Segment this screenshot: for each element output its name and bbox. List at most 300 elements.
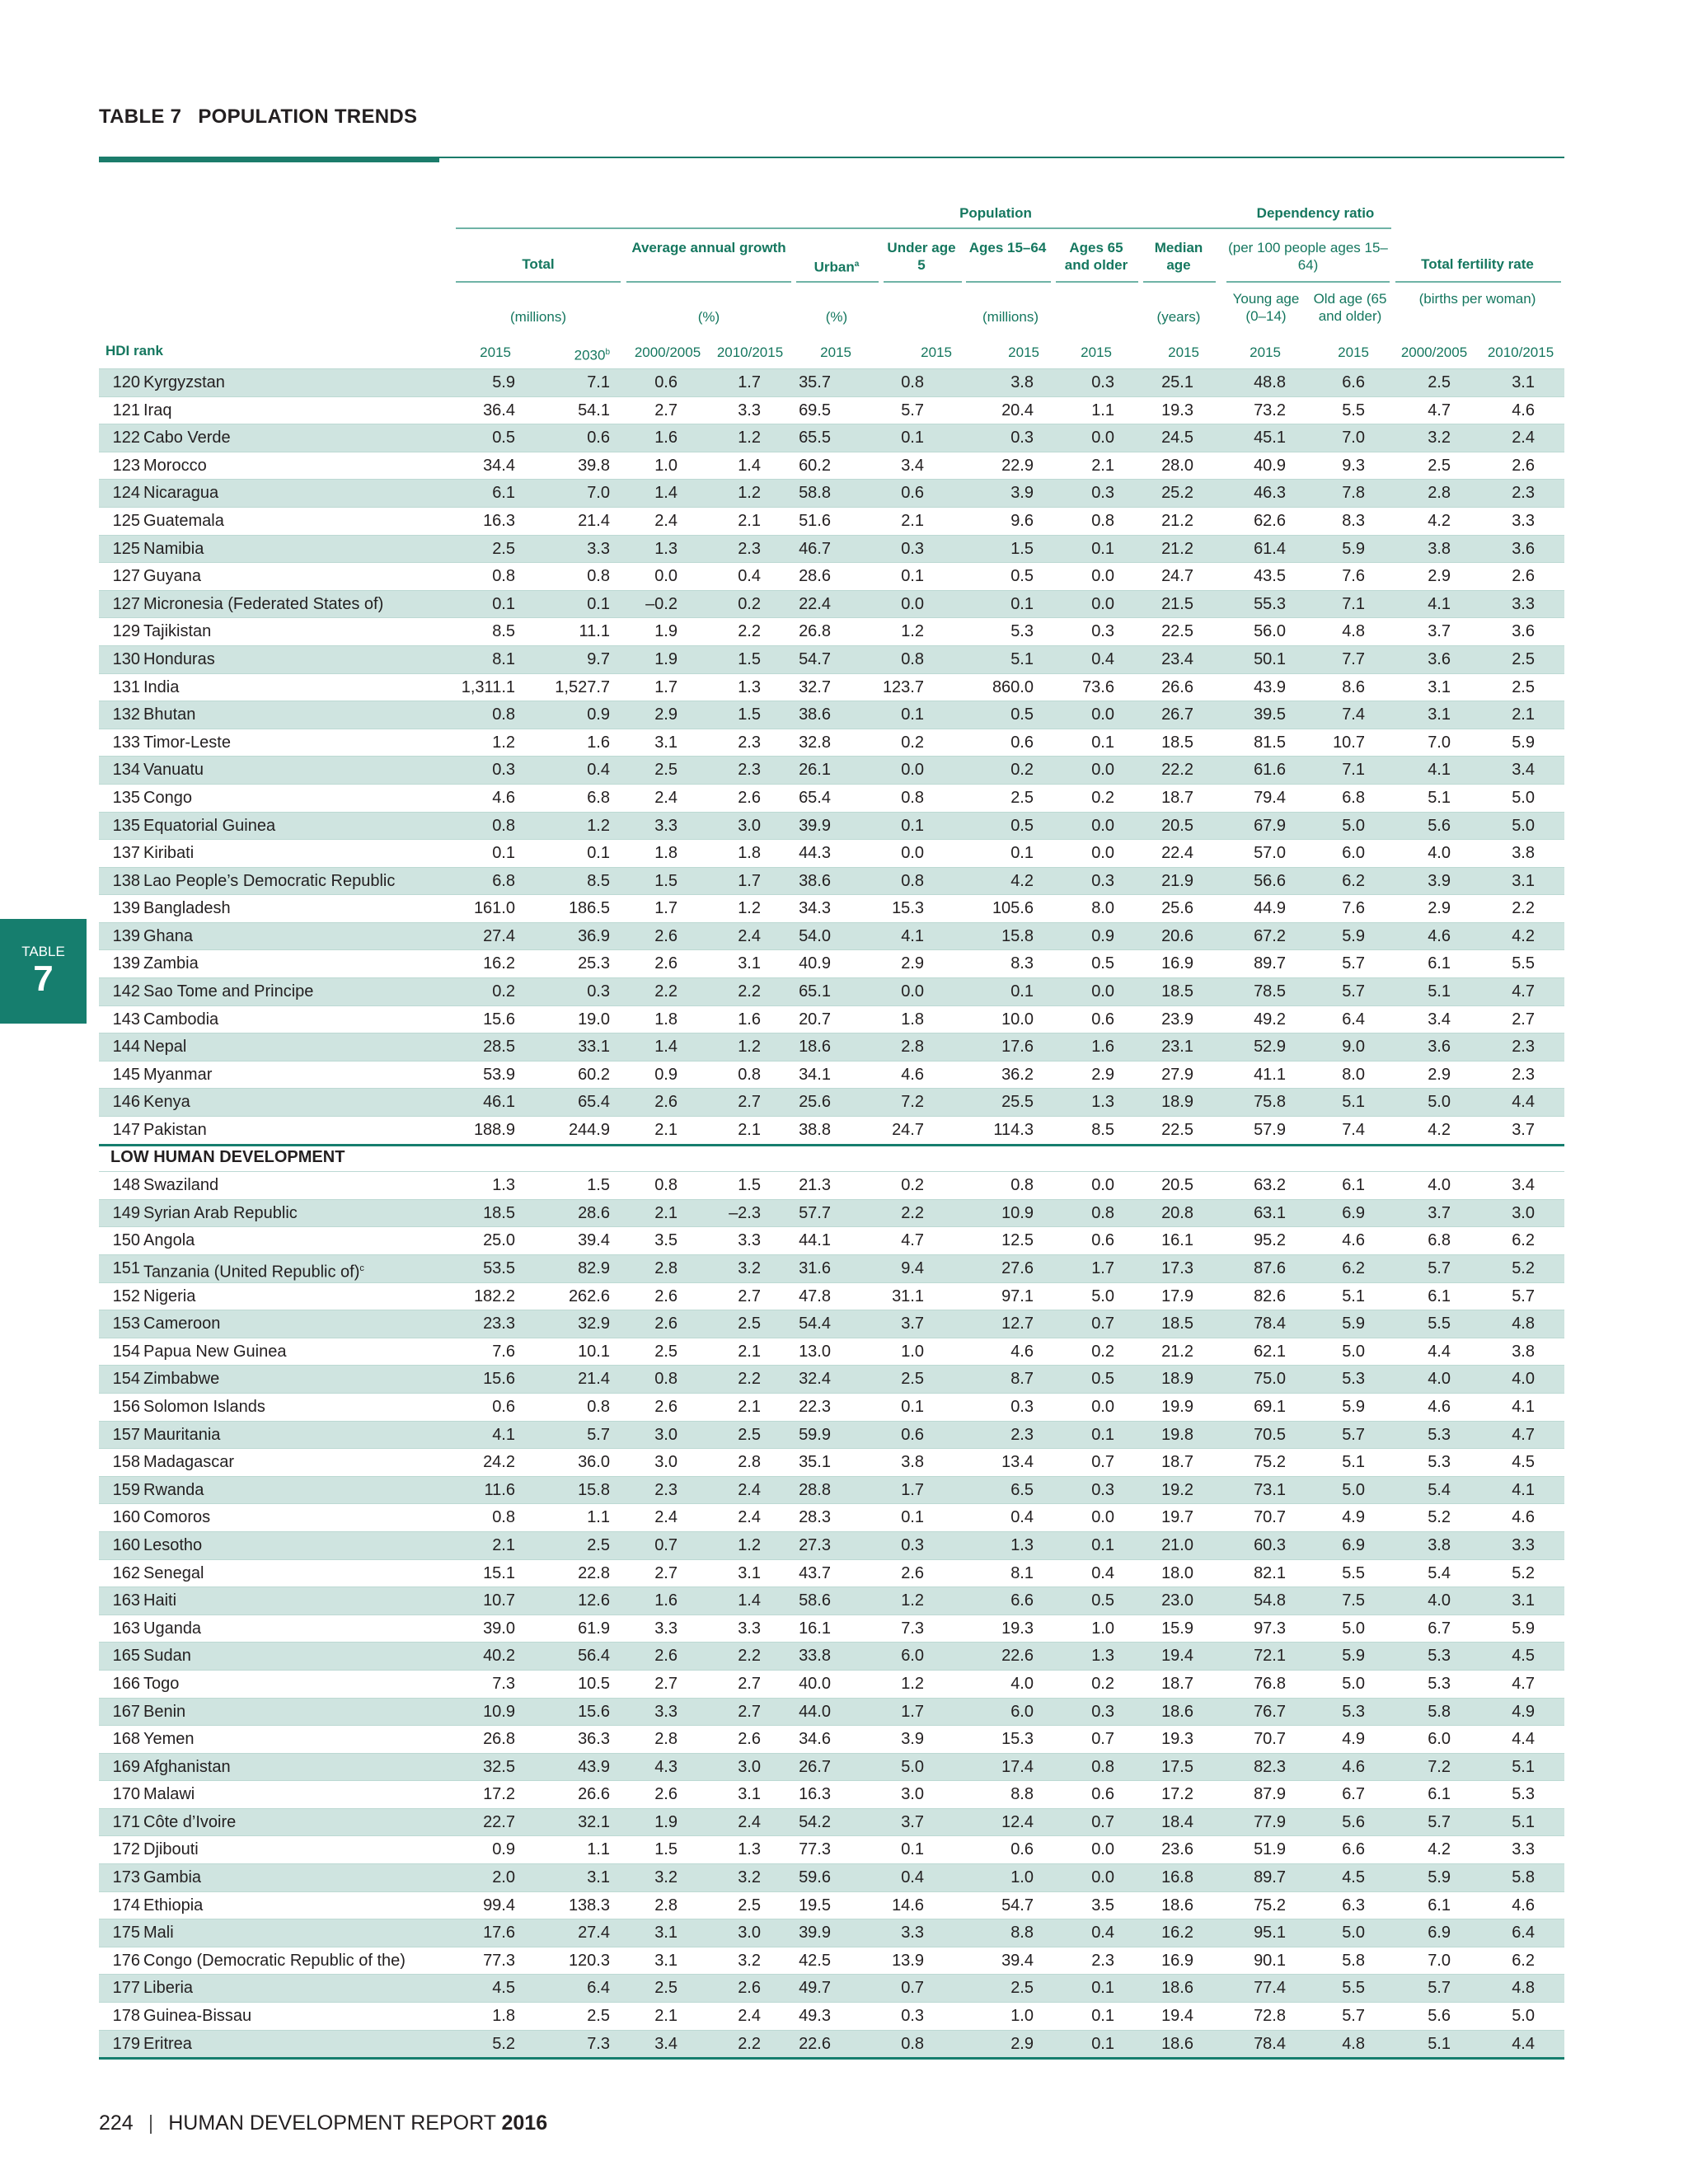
value-cell: 0.1 (1091, 1425, 1114, 1444)
country-name-cell (143, 674, 179, 701)
country-name-cell (143, 1422, 220, 1449)
value-cell: 0.0 (1091, 705, 1114, 724)
value-cell: 1.7 (901, 1480, 924, 1499)
country-name-cell (143, 1643, 191, 1670)
value-cell: 0.5 (1010, 705, 1034, 724)
value-cell: 1.0 (901, 1342, 924, 1361)
value-cell: 67.9 (1254, 816, 1286, 835)
value-cell: 54.4 (799, 1315, 831, 1333)
value-cell: 54.1 (578, 401, 610, 419)
value-cell: 262.6 (568, 1286, 610, 1305)
value-cell: 5.9 (1342, 1315, 1365, 1333)
country-name-cell (143, 1338, 286, 1366)
value-cell: 4.4 (1428, 1342, 1451, 1361)
value-cell: 1.6 (654, 1591, 678, 1610)
value-cell: 5.3 (1428, 1425, 1451, 1444)
value-cell: 35.7 (799, 373, 831, 391)
country-name-cell (143, 536, 204, 563)
value-cell: 1.9 (654, 622, 678, 641)
value-cell: 2.8 (654, 1896, 678, 1915)
country-name-text: Bangladesh (143, 899, 231, 918)
value-cell: 58.8 (799, 484, 831, 503)
value-cell: 39.0 (483, 1619, 515, 1638)
hdi-rank-cell: 165 (112, 1647, 140, 1666)
value-cell: 21.2 (1161, 511, 1193, 530)
value-cell: 8.1 (1010, 1563, 1034, 1582)
value-cell: 47.8 (799, 1286, 831, 1305)
value-cell: 7.2 (901, 1093, 924, 1112)
value-cell: 1.0 (654, 456, 678, 475)
country-name-text: Eritrea (143, 2034, 192, 2053)
value-cell: 39.9 (799, 1924, 831, 1943)
country-name-cell (143, 757, 204, 784)
value-cell: 69.1 (1254, 1397, 1286, 1416)
value-cell: 1.8 (738, 844, 761, 863)
value-cell: 2.3 (1010, 1425, 1034, 1444)
value-cell: 2.6 (738, 1979, 761, 1998)
country-name-text: Pakistan (143, 1121, 207, 1140)
value-cell: 6.2 (1342, 1259, 1365, 1277)
value-cell: 67.2 (1254, 926, 1286, 945)
country-name-cell (143, 424, 231, 452)
value-cell: 19.4 (1161, 2007, 1193, 2026)
value-cell: 3.1 (738, 1785, 761, 1804)
value-cell: 7.8 (1342, 484, 1365, 503)
value-cell: 18.7 (1161, 1674, 1193, 1693)
country-name-text: Côte d’Ivoire (143, 1812, 237, 1831)
value-cell: 81.5 (1254, 733, 1286, 752)
value-cell: 18.6 (1161, 1702, 1193, 1721)
value-cell: 27.9 (1161, 1065, 1193, 1084)
country-name-cell (143, 1200, 298, 1227)
value-cell: 2.2 (738, 622, 761, 641)
value-cell: 1.6 (654, 429, 678, 448)
value-cell: 0.1 (901, 705, 924, 724)
report-name: HUMAN DEVELOPMENT REPORT (168, 2111, 496, 2135)
table-row (99, 1642, 1564, 1670)
value-cell: 1.6 (738, 1010, 761, 1029)
value-cell: 54.2 (799, 1812, 831, 1831)
country-name-cell (143, 369, 225, 396)
value-cell: 5.1 (1342, 1093, 1365, 1112)
value-cell: 5.3 (1428, 1647, 1451, 1666)
hdi-rank-cell: 157 (112, 1425, 140, 1444)
table-row (99, 452, 1564, 480)
country-name-cell (143, 1671, 179, 1698)
value-cell: 53.5 (483, 1259, 515, 1277)
value-cell: 7.6 (492, 1342, 515, 1361)
value-cell: 60.2 (578, 1065, 610, 1084)
value-cell: 5.7 (1428, 1812, 1451, 1831)
country-name-text: Malawi (143, 1785, 195, 1804)
table-row (99, 479, 1564, 507)
value-cell: 5.0 (1342, 1674, 1365, 1693)
value-cell: 10.7 (483, 1591, 515, 1610)
year-total-2015: 2015 (480, 344, 511, 360)
value-cell: 2.6 (654, 1397, 678, 1416)
country-name-text: Micronesia (Federated States of) (143, 594, 384, 613)
value-cell: 18.5 (1161, 982, 1193, 1001)
value-cell: 0.0 (901, 844, 924, 863)
value-cell: 0.1 (1010, 844, 1034, 863)
hdi-rank-cell: 154 (112, 1370, 140, 1389)
value-cell: 17.2 (1161, 1785, 1193, 1804)
value-cell: 28.6 (578, 1203, 610, 1222)
table-row (99, 1061, 1564, 1089)
value-cell: 2.1 (738, 1121, 761, 1140)
value-cell: 8.0 (1342, 1065, 1365, 1084)
value-cell: 2.6 (654, 1093, 678, 1112)
year-total-2030 (560, 344, 610, 364)
value-cell: 0.8 (1091, 511, 1114, 530)
hdi-rank-cell: 150 (112, 1231, 140, 1250)
value-cell: 39.4 (578, 1231, 610, 1250)
header-dependency-ratio: Dependency ratio (1256, 205, 1375, 221)
value-cell: 4.2 (1010, 871, 1034, 890)
country-name-text: Iraq (143, 401, 172, 419)
value-cell: 2.3 (654, 1480, 678, 1499)
value-cell: 3.6 (1428, 1038, 1451, 1057)
value-cell: 7.2 (1428, 1757, 1451, 1776)
value-cell: 5.1 (1342, 1286, 1365, 1305)
country-name-text: Tanzania (United Republic of) (143, 1263, 360, 1282)
country-name-cell (143, 2003, 251, 2030)
value-cell: 23.1 (1161, 1038, 1193, 1057)
hdi-rank-cell: 173 (112, 1868, 140, 1887)
value-cell: 4.6 (1512, 1896, 1535, 1915)
value-cell: 3.3 (1512, 511, 1535, 530)
value-cell: 182.2 (473, 1286, 515, 1305)
value-cell: 1.7 (654, 677, 678, 696)
value-cell: 16.2 (1161, 1924, 1193, 1943)
country-name-cell (143, 508, 224, 535)
value-cell: 3.8 (1428, 1535, 1451, 1554)
hdi-rank-cell: 167 (112, 1702, 140, 1721)
value-cell: 5.7 (1342, 982, 1365, 1001)
value-cell: 15.6 (578, 1702, 610, 1721)
value-cell: 4.7 (1512, 1674, 1535, 1693)
value-cell: 3.0 (1512, 1203, 1535, 1222)
country-name-text: Afghanistan (143, 1757, 231, 1776)
value-cell: 1.8 (654, 1010, 678, 1029)
value-cell: 4.2 (1428, 1121, 1451, 1140)
value-cell: 0.0 (654, 567, 678, 586)
country-name-text: Madagascar (143, 1453, 235, 1472)
value-cell: 5.1 (1428, 982, 1451, 1001)
value-cell: 2.7 (1512, 1010, 1535, 1029)
year-ages65-2015: 2015 (1081, 344, 1112, 360)
country-name-cell (143, 397, 171, 424)
table-row (99, 2030, 1564, 2058)
rule-median (1143, 281, 1216, 283)
value-cell: 19.3 (1001, 1619, 1034, 1638)
value-cell: 1.0 (1091, 1619, 1114, 1638)
value-cell: 0.6 (901, 484, 924, 503)
table-row (99, 2002, 1564, 2030)
value-cell: 6.9 (1342, 1535, 1365, 1554)
value-cell: 2.5 (587, 1535, 610, 1554)
value-cell: 69.5 (799, 401, 831, 419)
header-total: Total (522, 256, 555, 272)
value-cell: 1.1 (587, 1840, 610, 1859)
table-row (99, 1476, 1564, 1504)
country-name-cell (143, 1394, 265, 1421)
country-name-cell (143, 1699, 185, 1726)
value-cell: 0.3 (1091, 622, 1114, 641)
table-row (99, 1171, 1564, 1199)
value-cell: 0.6 (1091, 1231, 1114, 1250)
value-cell: 5.1 (1512, 1757, 1535, 1776)
value-cell: 18.5 (1161, 1315, 1193, 1333)
table-row (99, 1586, 1564, 1615)
table-row (99, 1503, 1564, 1531)
value-cell: 0.8 (492, 567, 515, 586)
value-cell: 0.5 (1010, 816, 1034, 835)
value-cell: 7.1 (587, 373, 610, 391)
header-ages65: Ages 65 and older (1064, 240, 1128, 273)
value-cell: 2.4 (738, 1480, 761, 1499)
value-cell: 3.8 (1428, 539, 1451, 558)
value-cell: 2.3 (738, 539, 761, 558)
value-cell: 114.3 (993, 1121, 1034, 1140)
value-cell: 3.8 (1010, 373, 1034, 391)
value-cell: 22.8 (578, 1563, 610, 1582)
value-cell: 1.2 (738, 899, 761, 918)
value-cell: 1.5 (738, 649, 761, 668)
value-cell: 0.4 (1091, 649, 1114, 668)
value-cell: 25.5 (1001, 1093, 1034, 1112)
value-cell: 34.3 (799, 899, 831, 918)
value-cell: 2.9 (1428, 1065, 1451, 1084)
value-cell: 3.3 (1512, 1840, 1535, 1859)
value-cell: 15.6 (483, 1370, 515, 1389)
value-cell: 5.5 (1342, 1563, 1365, 1582)
value-cell: 10.9 (1001, 1203, 1034, 1222)
value-cell: 0.8 (1010, 1176, 1034, 1195)
value-cell: 10.9 (483, 1702, 515, 1721)
value-cell: 0.1 (1091, 2034, 1114, 2053)
table-row (99, 535, 1564, 563)
value-cell: 4.1 (1512, 1480, 1535, 1499)
value-cell: 1.1 (1091, 401, 1114, 419)
value-cell: 89.7 (1254, 1868, 1286, 1887)
value-cell: 3.2 (738, 1259, 761, 1277)
value-cell: 23.6 (1161, 1840, 1193, 1859)
value-cell: 32.9 (578, 1315, 610, 1333)
value-cell: 6.8 (1428, 1231, 1451, 1250)
value-cell: 82.3 (1254, 1757, 1286, 1776)
country-name-text: Guyana (143, 567, 202, 586)
value-cell: 9.4 (901, 1259, 924, 1277)
value-cell: 18.6 (799, 1038, 831, 1057)
value-cell: 5.0 (1342, 1924, 1365, 1943)
value-cell: 35.1 (799, 1453, 831, 1472)
value-cell: 0.0 (1091, 594, 1114, 613)
value-cell: 0.7 (1091, 1453, 1114, 1472)
value-cell: 27.6 (1001, 1259, 1034, 1277)
header-young-age: Young age (0–14) (1232, 291, 1300, 324)
value-cell: 2.5 (738, 1425, 761, 1444)
value-cell: 4.4 (1512, 2034, 1535, 2053)
value-cell: 4.4 (1512, 1093, 1535, 1112)
value-cell: 19.3 (1161, 401, 1193, 419)
hdi-rank-cell: 177 (112, 1979, 140, 1998)
value-cell: 26.1 (799, 761, 831, 780)
hdi-rank-cell: 137 (112, 844, 140, 863)
value-cell: 105.6 (992, 899, 1034, 918)
value-cell: 0.3 (901, 2007, 924, 2026)
value-cell: 1.7 (901, 1702, 924, 1721)
country-name-text: Zambia (143, 954, 199, 973)
value-cell: 0.3 (1091, 871, 1114, 890)
value-cell: 0.0 (1091, 1868, 1114, 1887)
country-name-cell (143, 1754, 231, 1781)
hdi-rank-cell: 123 (112, 456, 140, 475)
value-cell: 17.2 (483, 1785, 515, 1804)
value-cell: 3.1 (587, 1868, 610, 1887)
table-row (99, 1033, 1564, 1061)
value-cell: 3.7 (1428, 1203, 1451, 1222)
header-rule-dependency (1226, 227, 1389, 229)
value-cell: 9.6 (1010, 511, 1034, 530)
value-cell: 2.1 (901, 511, 924, 530)
value-cell: 2.6 (654, 1785, 678, 1804)
value-cell: 6.2 (1342, 871, 1365, 890)
value-cell: 4.9 (1512, 1702, 1535, 1721)
value-cell: 19.2 (1161, 1480, 1193, 1499)
value-cell: 4.4 (1512, 1730, 1535, 1749)
value-cell: 38.6 (799, 871, 831, 890)
value-cell: 6.4 (587, 1979, 610, 1998)
value-cell: 2.7 (654, 1563, 678, 1582)
value-cell: 4.7 (901, 1231, 924, 1250)
value-cell: 48.8 (1254, 373, 1286, 391)
value-cell: 39.4 (1001, 1951, 1034, 1970)
value-cell: 5.9 (1512, 1619, 1535, 1638)
table-row (99, 729, 1564, 757)
value-cell: 4.3 (654, 1757, 678, 1776)
table-row (99, 590, 1564, 618)
value-cell: 4.6 (1512, 1508, 1535, 1527)
value-cell: 2.3 (738, 733, 761, 752)
value-cell: 1.5 (587, 1176, 610, 1195)
value-cell: 78.4 (1254, 2034, 1286, 2053)
value-cell: 20.5 (1161, 1176, 1193, 1195)
year-growth-2000-2005: 2000/2005 (634, 344, 701, 360)
value-cell: 1.5 (738, 705, 761, 724)
hdi-rank-cell: 152 (112, 1286, 140, 1305)
value-cell: 5.0 (901, 1757, 924, 1776)
value-cell: 21.3 (799, 1176, 831, 1195)
hdi-rank-cell: 122 (112, 429, 140, 448)
value-cell: 19.5 (799, 1896, 831, 1915)
value-cell: 8.6 (1342, 677, 1365, 696)
value-cell: 4.5 (1512, 1647, 1535, 1666)
value-cell: 0.9 (1091, 926, 1114, 945)
table-row (99, 812, 1564, 840)
value-cell: 2.6 (654, 954, 678, 973)
value-cell: 1.6 (1091, 1038, 1114, 1057)
country-name-cell (143, 923, 193, 950)
value-cell: 2.9 (654, 705, 678, 724)
country-name-cell (143, 1227, 195, 1254)
value-cell: 5.2 (1512, 1259, 1535, 1277)
value-cell: 13.0 (799, 1342, 831, 1361)
hdi-rank-cell: 156 (112, 1397, 140, 1416)
value-cell: 4.8 (1342, 622, 1365, 641)
value-cell: 20.8 (1161, 1203, 1193, 1222)
value-cell: 8.0 (1091, 899, 1114, 918)
value-cell: 1.4 (654, 484, 678, 503)
country-name-cell (143, 1809, 236, 1836)
value-cell: 2.7 (738, 1702, 761, 1721)
value-cell: 2.5 (492, 539, 515, 558)
value-cell: 5.8 (1342, 1951, 1365, 1970)
value-cell: 38.6 (799, 705, 831, 724)
value-cell: 11.1 (579, 622, 610, 641)
value-cell: 25.6 (1161, 899, 1193, 918)
value-cell: 61.6 (1254, 761, 1286, 780)
table-row (99, 1947, 1564, 1975)
section-title: LOW HUMAN DEVELOPMENT (110, 1147, 345, 1166)
value-cell: 15.8 (578, 1480, 610, 1499)
value-cell: 0.6 (901, 1425, 924, 1444)
value-cell: 5.8 (1428, 1702, 1451, 1721)
hdi-rank-cell: 163 (112, 1619, 140, 1638)
value-cell: 49.2 (1254, 1010, 1286, 1029)
value-cell: 4.0 (1428, 844, 1451, 863)
value-cell: 9.7 (587, 649, 610, 668)
hdi-rank-cell: 143 (112, 1010, 140, 1029)
value-cell: 3.7 (1512, 1121, 1535, 1140)
value-cell: 5.1 (1342, 1453, 1365, 1472)
hdi-rank-cell: 147 (112, 1121, 140, 1140)
table-title-text: POPULATION TRENDS (198, 105, 418, 128)
value-cell: 20.5 (1161, 816, 1193, 835)
value-cell: 2.4 (654, 1508, 678, 1527)
value-cell: 5.3 (1428, 1674, 1451, 1693)
value-cell: 1.2 (587, 816, 610, 835)
value-cell: 17.3 (1161, 1259, 1193, 1277)
value-cell: 65.5 (799, 429, 831, 448)
value-cell: 2.5 (1010, 788, 1034, 807)
table-row (99, 1780, 1564, 1808)
value-cell: 76.8 (1254, 1674, 1286, 1693)
year-ages1564-2015: 2015 (1008, 344, 1039, 360)
value-cell: 188.9 (473, 1121, 515, 1140)
unit-millions: (millions) (510, 309, 566, 325)
value-cell: 72.1 (1254, 1647, 1286, 1666)
value-cell: 3.2 (738, 1868, 761, 1887)
value-cell: 22.4 (1161, 844, 1193, 863)
value-cell: 0.1 (587, 844, 610, 863)
value-cell: 5.2 (1428, 1508, 1451, 1527)
value-cell: 0.2 (901, 733, 924, 752)
value-cell: 7.1 (1342, 594, 1365, 613)
value-cell: 3.3 (738, 401, 761, 419)
value-cell: 6.8 (492, 871, 515, 890)
value-cell: 1,527.7 (555, 677, 610, 696)
country-name-cell (143, 1366, 219, 1393)
value-cell: 16.1 (1161, 1231, 1193, 1250)
country-name-cell (143, 1117, 207, 1144)
value-cell: 73.6 (1082, 677, 1114, 696)
value-cell: 0.8 (901, 649, 924, 668)
value-cell: 77.3 (799, 1840, 831, 1859)
header-fertility: Total fertility rate (1421, 256, 1534, 272)
value-cell: 44.0 (799, 1702, 831, 1721)
value-cell: 15.6 (483, 1010, 515, 1029)
